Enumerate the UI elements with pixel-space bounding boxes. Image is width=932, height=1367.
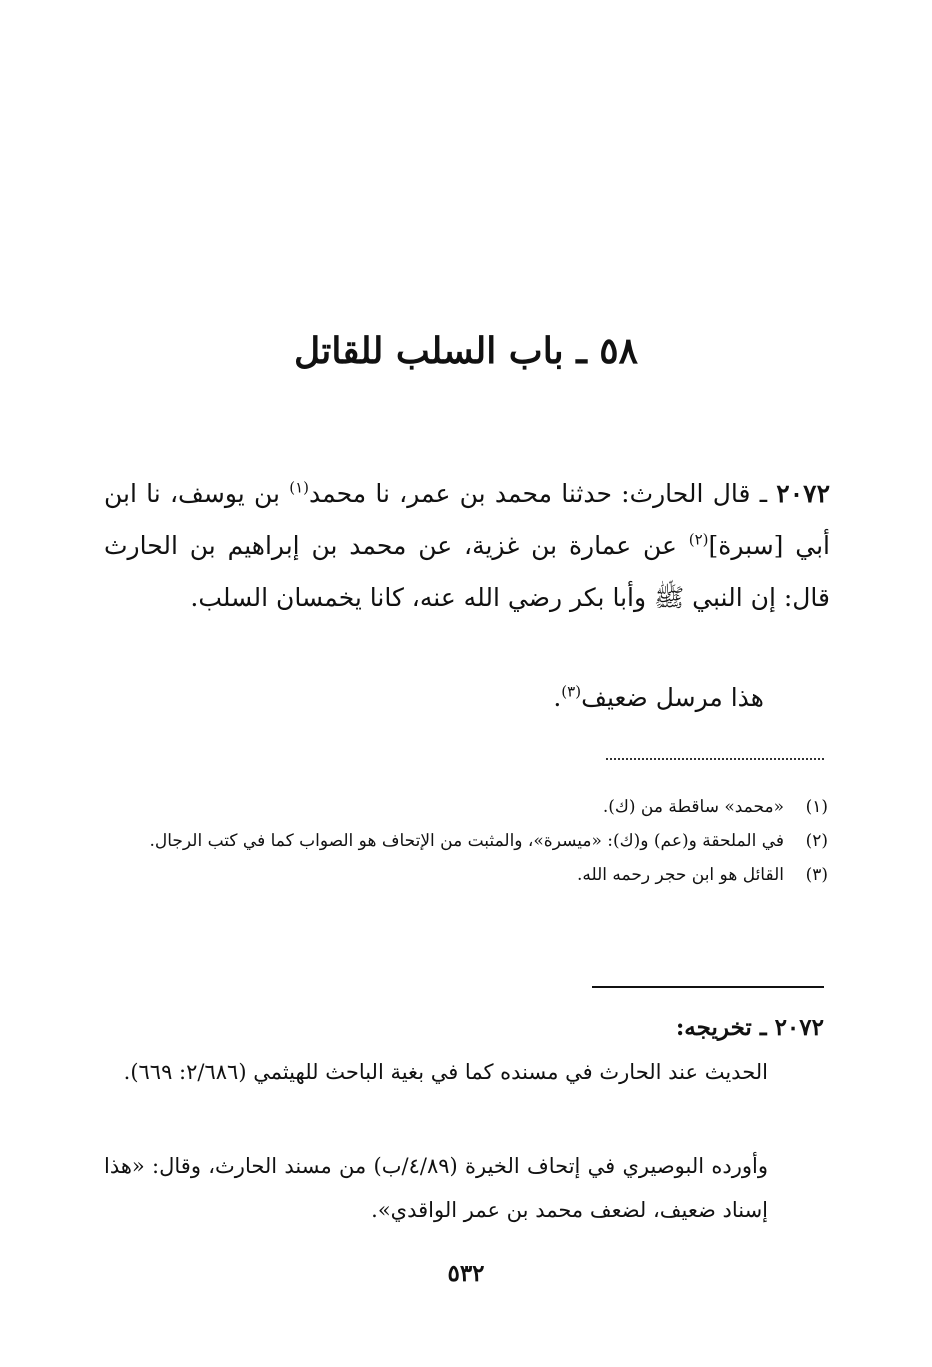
footnote-text: القائل هو ابن حجر رحمه الله. [576, 865, 784, 885]
hadith-number: ٢٠٧٢ [776, 479, 830, 508]
hadith-text-part-3: عن عمارة بن غزية، عن محمد بن إبراهيم بن الحارث قال: إن النبي ﷺ وأبا بكر رضي الله عنه، كانا يخمسان السلب. [104, 531, 830, 612]
takhrij-paragraph-1: الحديث عند الحارث في مسنده كما في بغية الباحث للهيثمي (٢/٦٨٦: ٦٦٩). [123, 1060, 768, 1084]
page-number: ٥٣٢ [447, 1260, 485, 1287]
hadith-grading [553, 676, 764, 720]
takhrij-separator [592, 986, 824, 988]
footnote-separator [606, 758, 824, 760]
footnote-text: «محمد» ساقطة من (ك). [602, 797, 784, 817]
hadith-text [104, 468, 830, 624]
grading-text: هذا مرسل ضعيف [581, 683, 764, 712]
chapter-title: ٥٨ ـ باب السلب للقاتل [294, 330, 638, 372]
takhrij-heading: ٢٠٧٢ ـ تخريجه: [675, 1014, 824, 1041]
footnote-item [104, 824, 828, 858]
footnote-mark: (٣) [805, 865, 828, 885]
hadith-text-part-1: ـ قال الحارث: حدثنا محمد بن عمر، نا محمد [309, 479, 777, 508]
footnote-text: في الملحقة و(عم) و(ك): «ميسرة»، والمثبت من الإتحاف هو الصواب كما في كتب الرجال. [149, 831, 784, 851]
footnote-mark: (١) [805, 797, 828, 817]
hadith-text-part-2: بن يوسف، نا ابن أبي [سبرة] [104, 479, 831, 560]
takhrij-paragraph-2: وأورده البوصيري في إتحاف الخيرة (٤/٨٩/ب) من مسند الحارث، وقال: «هذا إسناد ضعيف، لضعف محمد بن عمر الواقدي». [104, 1154, 768, 1222]
footnote-ref-1: (١) [289, 478, 310, 497]
footnote-ref-2: (٢) [688, 530, 709, 549]
footnote-item [104, 858, 828, 892]
grading-end: . [553, 683, 562, 712]
footnote-mark: (٢) [805, 831, 828, 851]
footnote-item [104, 790, 828, 824]
footnotes-list [104, 790, 828, 892]
footnote-ref-3: (٣) [561, 682, 582, 701]
